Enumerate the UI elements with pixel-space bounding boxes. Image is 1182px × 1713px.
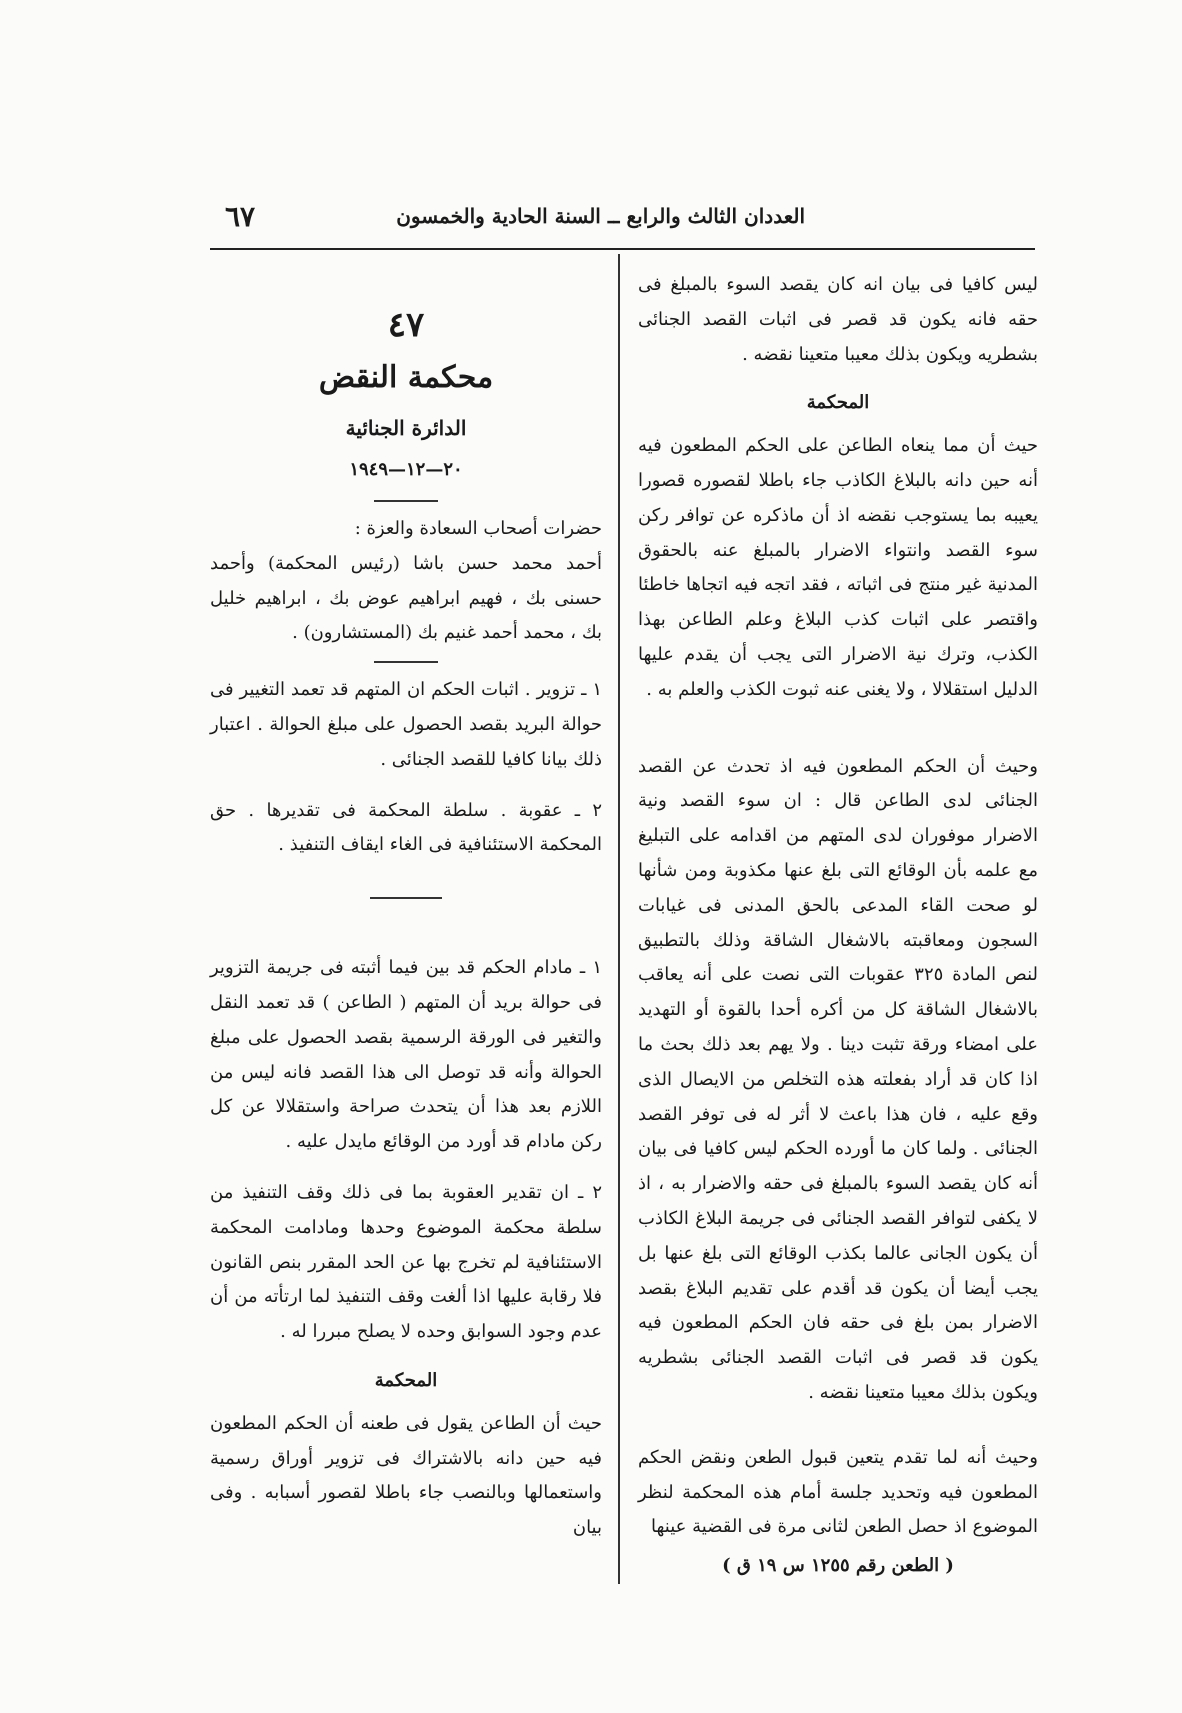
continuation-text: ليس كافيا فى بيان انه كان يقصد السوء بالمبلغ فى حقه فانه يكون قد قصر فى اثبات القصد الجنائى بشطريه ويكون بذلك معيبا متعينا نقضه . (638, 274, 1038, 365)
divider (374, 500, 438, 502)
court-heading: المحكمة (806, 392, 870, 414)
page-number: ٦٧ (225, 200, 256, 233)
ruling-paragraph: وحيث أنه لما تقدم يتعين قبول الطعن ونقض الحكم المطعون فيه وتحديد جلسة أمام هذه المحكمة لنظر الموضوع اذ حصل الطعن لثانى مرة فى القضية عينها (638, 1446, 1038, 1538)
right-column (638, 268, 1038, 1584)
appeal-reference: ( الطعن رقم ١٢٥٥ س ١٩ ق ) (722, 1555, 954, 1577)
court-heading: المحكمة (374, 1369, 438, 1391)
session-date: ٢٠—١٢—١٩٤٩ (349, 459, 463, 480)
ruling-paragraph: حيث أن الطاعن يقول فى طعنه أن الحكم المطعون فيه حين دانه بالاشتراك فى تزوير أوراق رسمية واستعمالها وبالنصب جاء باطلا لقصور أسبابه . وفى بيان (210, 1412, 602, 1539)
summary-item: ١ ـ تزوير . اثبات الحكم ان المتهم قد تعمد التغيير فى حوالة البريد بقصد الحصول على مبلغ الحوالة . اعتبار ذلك بيانا كافيا للقصد الجنائى . (210, 679, 602, 770)
left-column (210, 300, 602, 1546)
summary-item: ٢ ـ عقوبة . سلطة المحكمة فى تقديرها . حق المحكمة الاستئنافية فى الغاء ايقاف التنفيذ . (210, 799, 602, 856)
ruling-paragraph: وحيث أن الحكم المطعون فيه اذ تحدث عن القصد الجنائى لدى الطاعن قال : ان سوء القصد ونية الاضرار موفوران لدى المتهم من اقدامه على التبليغ مع علمه بأن الوقائع التى بلغ عنها مكذوبة ومن شأنها لو صحت القاء المدعى بالحق المدنى فى غيابات السجون ومعاقبته بالاشغال الشاقة وذلك بالتطبيق لنص المادة ٣٢٥ عقوبات التى نصت على أنه يعاقب بالاشغال الشاقة كل من أكره أحدا بالقوة أو التهديد على امضاء ورقة تثبت دينا . ولا يهم بعد ذلك بحث ما اذا كان قد أراد بفعلته هذه التخلص من الايصال الذى وقع عليه ، فان هذا باعث لا أثر له فى توفر القصد الجنائى . ولما كان ما أورده الحكم ليس كافيا فى بيان أنه كان يقصد السوء بالمبلغ فى حقه والاضرار به ، اذ لا يكفى لتوافر القصد الجنائى فى جريمة البلاغ الكاذب أن يكون الجانى عالما بكذب الوقائع التى بلغ عنها بل يجب أيضا أن يكون قد أقدم على تقديم البلاغ بقصد الاضرار بمن بلغ فى حقه فان الحكم المطعون فيه يكون قد قصر فى اثبات القصد الجنائى بشطريه ويكون بذلك معيبا متعينا نقضه . (638, 755, 1038, 1403)
header-rule (210, 248, 1035, 250)
column-divider (618, 254, 620, 1584)
principle-item: ١ ـ مادام الحكم قد بين فيما أثبته فى جريمة التزوير فى حوالة بريد أن المتهم ( الطاعن ) قد تعمد النقل والتغير فى الورقة الرسمية بقصد الحصول على مبلغ الحوالة وأنه قد توصل الى هذا القصد فانه ليس من اللازم بعد هذا أن يتحدث صراحة واستقلالا عن كل ركن مادام قد أورد من الوقائع مايدل عليه . (210, 957, 602, 1153)
divider (374, 661, 438, 663)
attendees-list: أحمد محمد حسن باشا (رئيس المحكمة) وأحمد حسنى بك ، فهيم ابراهيم عوض بك ، ابراهيم خليل بك ، محمد أحمد غنيم بك (المستشارون) . (210, 552, 602, 644)
ruling-paragraph: حيث أن مما ينعاه الطاعن على الحكم المطعون فيه أنه حين دانه بالبلاغ الكاذب جاء باطلا لقصوره قصورا يعيبه بما يستوجب نقضه اذ أن ماذكره عن توافر ركن سوء القصد وانتواء الاضرار بالمبلغ عنه بالحقوق المدنية غير منتج فى اثباته ، فقد اتجه فيه اتجاها خاطئا واقتصر على اثبات كذب البلاغ وعلم الطاعن بهذا الكذب، وترك نية الاضرار التى يجب أن يقدم عليها الدليل استقلالا ، ولا يغنى عنه ثبوت الكذب والعلم به . (638, 435, 1038, 700)
page-header (205, 200, 1035, 236)
case-number: ٤٧ (387, 305, 425, 345)
running-title: العددان الثالث والرابع ــ السنة الحادية والخمسون (396, 204, 805, 228)
attendees-intro: حضرات أصحاب السعادة والعزة : (354, 518, 602, 539)
circuit-name: الدائرة الجنائية (345, 416, 467, 440)
divider (370, 897, 442, 899)
principle-item: ٢ ـ ان تقدير العقوبة بما فى ذلك وقف التنفيذ من سلطة محكمة الموضوع وحدها ومادامت المحكمة الاستئنافية لم تخرج بها عن الحد المقرر بنص القانون فلا رقابة عليها اذا ألغت وقف التنفيذ لما ارتأته من أن عدم وجود السوابق وحده لا يصلح مبررا له . (210, 1181, 602, 1343)
court-name: محكمة النقض (318, 360, 494, 395)
